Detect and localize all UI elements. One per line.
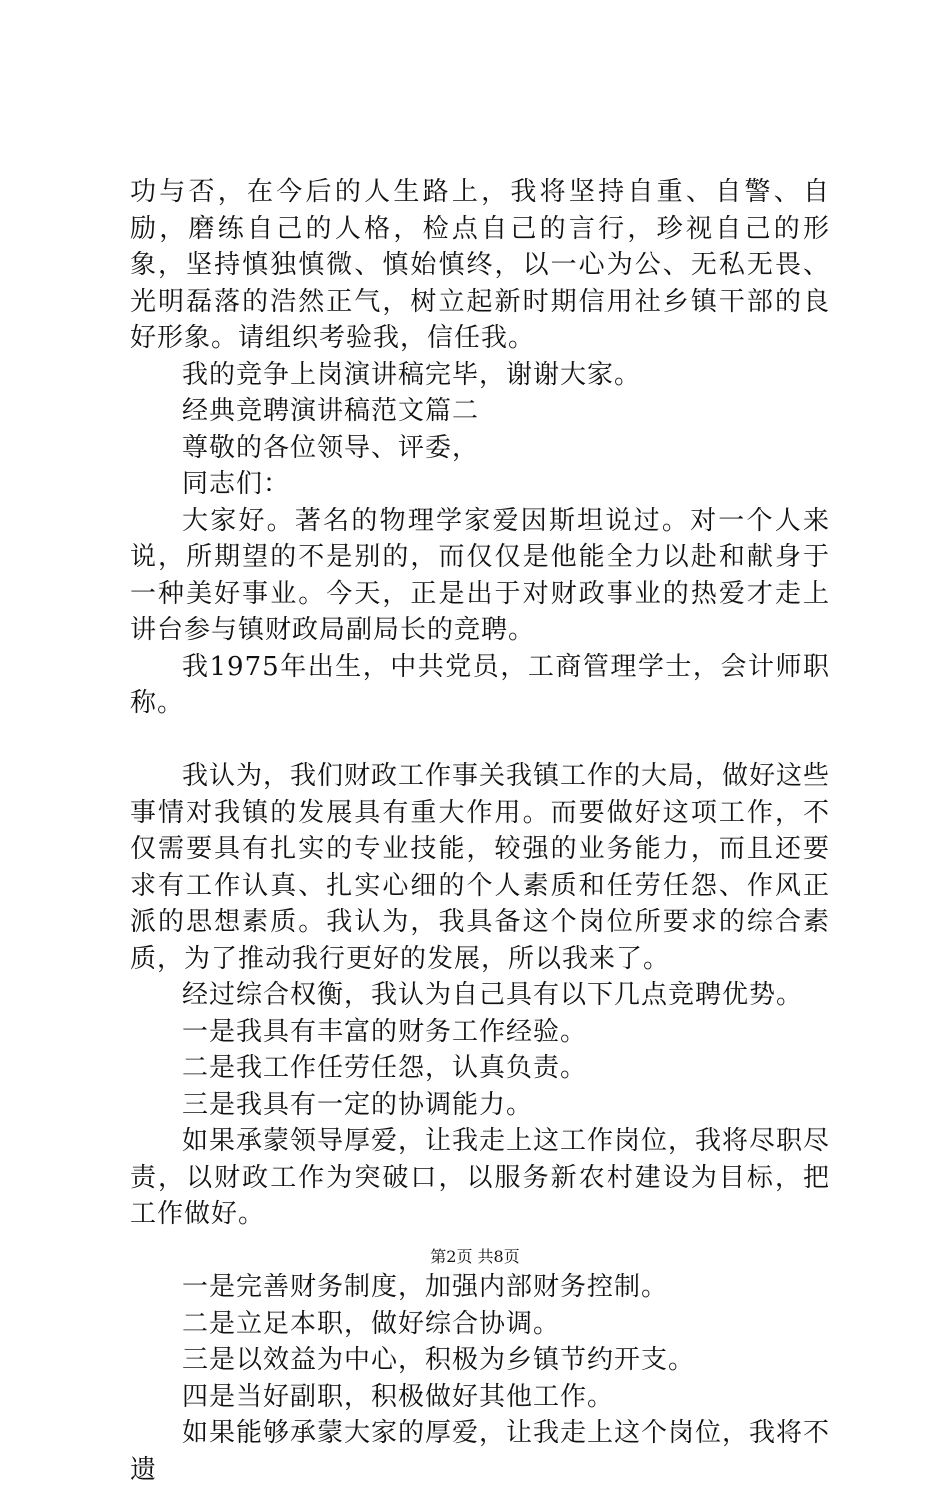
- paragraph-final: 如果能够承蒙大家的厚爱，让我走上这个岗位，我将不遗: [130, 1418, 831, 1485]
- salutation-comrades: 同志们：: [182, 469, 291, 499]
- list-item: 三是我具有一定的协调能力。: [182, 1089, 534, 1120]
- list-item: 一是我具有丰富的财务工作经验。: [182, 1016, 588, 1047]
- paragraph-spacer: [130, 722, 830, 759]
- paragraph-continuation: 功与否，在今后的人生路上，我将坚持自重、自警、自励，磨练自己的人格，检点自己的言行，珍视自己的形象，坚持慎独慎微、慎始慎终，以一心为公、无私无畏、光明磊落的浩然正气，树立起新时期信用社乡镇干部的良好形象。请组织考验我，信任我。: [130, 177, 830, 353]
- paragraph-greeting: 大家好。著名的物理学家爱因斯坦说过。对一个人来说，所期望的不是别的，而仅仅是他能全力以赴和献身于一种美好事业。今天，正是出于对财政事业的热爱才走上讲台参与镇财政局副局长的竞聘。: [130, 505, 830, 645]
- document-body: [130, 174, 830, 1488]
- list-item: 三是以效益为中心，积极为乡镇节约开支。: [182, 1345, 696, 1375]
- salutation-leaders: 尊敬的各位领导、评委，: [182, 432, 480, 463]
- paragraph-advantages-intro: 经过综合权衡，我认为自己具有以下几点竞聘优势。: [182, 980, 804, 1010]
- section-heading: 经典竞聘演讲稿范文篇二: [182, 396, 480, 426]
- list-item: 四是当好副职，积极做好其他工作。: [182, 1381, 615, 1412]
- paragraph-motivation: 我认为，我们财政工作事关我镇工作的大局，做好这些事情对我镇的发展具有重大作用。而要做好这项工作，不仅需要具有扎实的专业技能，较强的业务能力，而且还要求有工作认真、扎实心细的个人素质和任劳任怨、作风正派的思想素质。我认为，我具备这个岗位所要求的综合素质，为了推动我行更好的发展，所以我来了。: [130, 761, 831, 974]
- paragraph-closing: 我的竞争上岗演讲稿完毕，谢谢大家。: [182, 359, 642, 390]
- paragraph-commitment: 如果承蒙领导厚爱，让我走上这工作岗位，我将尽职尽责，以财政工作为突破口，以服务新农村建设为目标，把工作做好。: [130, 1126, 831, 1229]
- list-item: 一是完善财务制度，加强内部财务控制。: [182, 1272, 669, 1302]
- page-number-footer: 第2页 共8页: [430, 1247, 520, 1266]
- list-item: 二是立足本职，做好综合协调。: [182, 1308, 561, 1339]
- paragraph-background: 我1975年出生，中共党员，工商管理学士，会计师职称。: [130, 651, 830, 718]
- list-item: 二是我工作任劳任怨，认真负责。: [182, 1053, 588, 1083]
